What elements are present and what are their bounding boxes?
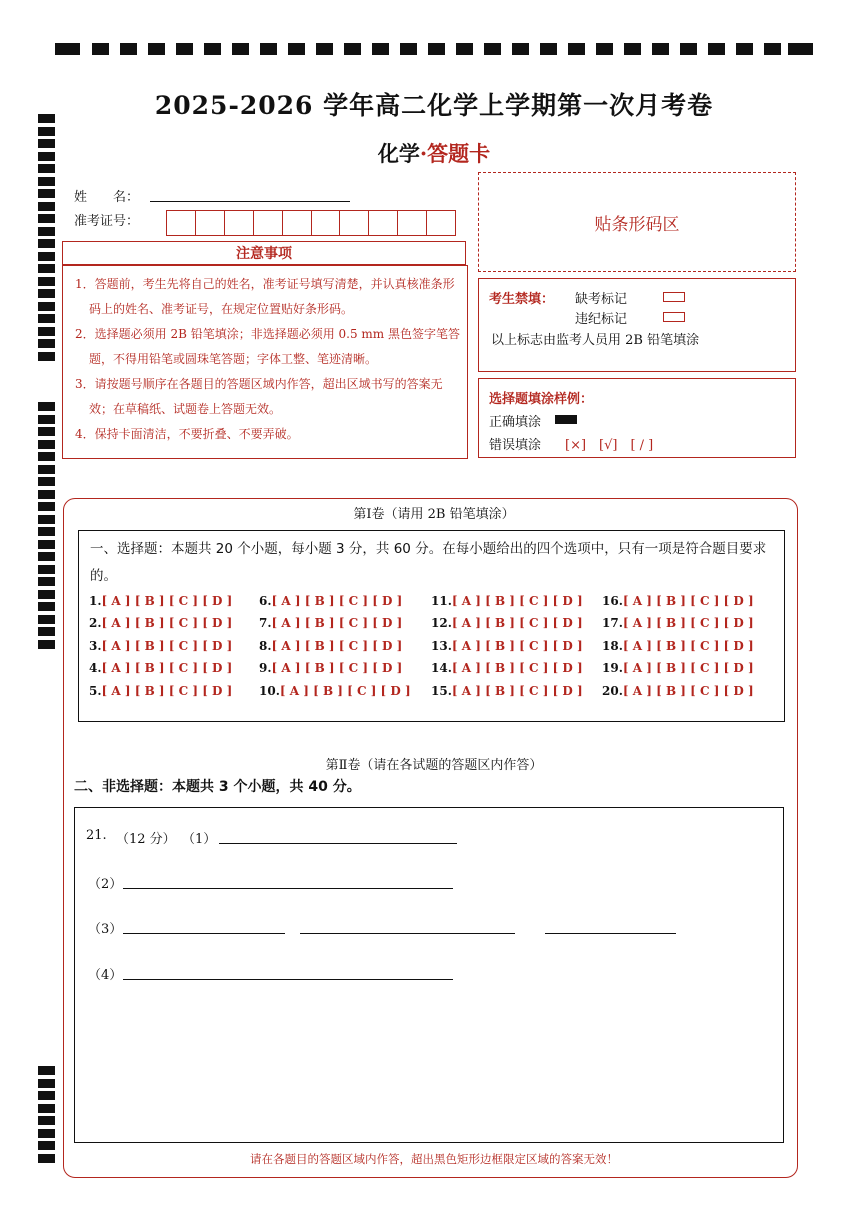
choice-question-13[interactable] xyxy=(431,639,583,653)
timing-mark xyxy=(38,640,55,649)
choice-options[interactable]: [ A ] [ B ] [ C ] [ D ] xyxy=(271,639,403,653)
timing-mark xyxy=(38,452,55,461)
timing-mark xyxy=(38,590,55,599)
choice-options[interactable]: [ A ] [ B ] [ C ] [ D ] xyxy=(271,661,403,675)
timing-mark xyxy=(512,43,529,55)
timing-mark xyxy=(736,43,753,55)
choice-options[interactable]: [ A ] [ B ] [ C ] [ D ] xyxy=(622,616,754,630)
choice-question-7[interactable] xyxy=(259,616,402,630)
choice-question-8[interactable] xyxy=(259,639,402,653)
timing-mark xyxy=(120,43,137,55)
timing-mark xyxy=(38,177,55,186)
choice-options[interactable]: [ A ] [ B ] [ C ] [ D ] xyxy=(451,661,583,675)
notice-list xyxy=(62,265,468,459)
timing-mark xyxy=(568,43,585,55)
fill-sample-title: 选择题填涂样例： xyxy=(489,392,594,407)
timing-mark xyxy=(38,440,55,449)
choice-question-19[interactable] xyxy=(602,661,754,675)
timing-mark xyxy=(38,214,55,223)
q21-part4-label: （4） xyxy=(88,968,123,983)
timing-mark xyxy=(38,239,55,248)
choice-options[interactable]: [ A ] [ B ] [ C ] [ D ] xyxy=(622,661,754,675)
q21-part2-line[interactable] xyxy=(123,887,453,889)
timing-mark xyxy=(38,477,55,486)
timing-mark xyxy=(38,314,55,323)
choice-options[interactable]: [ A ] [ B ] [ C ] [ D ] xyxy=(451,616,583,630)
timing-mark xyxy=(38,127,55,136)
timing-mark xyxy=(38,252,55,261)
timing-mark xyxy=(204,43,221,55)
exam-id-label: 准考证号： xyxy=(74,214,140,229)
choice-question-number: 12. xyxy=(431,616,452,630)
choice-options[interactable]: [ A ] [ B ] [ C ] [ D ] xyxy=(271,616,403,630)
violation-mark-label: 违纪标记 xyxy=(575,312,628,327)
part2-title: 第Ⅱ卷（请在各试题的答题区内作答） xyxy=(325,758,543,773)
choice-options[interactable]: [ A ] [ B ] [ C ] [ D ] xyxy=(451,684,583,698)
timing-mark xyxy=(428,43,445,55)
exam-title: 2025-2026 学年高二化学上学期第一次月考卷 xyxy=(154,91,714,120)
timing-mark xyxy=(624,43,641,55)
q21-part1-line[interactable] xyxy=(219,842,457,844)
name-field[interactable] xyxy=(150,200,350,202)
choice-question-number: 17. xyxy=(602,616,623,630)
timing-mark xyxy=(38,227,55,236)
absent-mark-box[interactable] xyxy=(663,292,685,302)
timing-mark xyxy=(38,1066,55,1075)
exam-id-boxes[interactable] xyxy=(166,210,456,236)
timing-mark xyxy=(38,427,55,436)
q21-part3-label: （3） xyxy=(88,922,123,937)
timing-mark xyxy=(38,189,55,198)
timing-mark xyxy=(232,43,249,55)
choice-question-number: 16. xyxy=(602,594,623,608)
timing-mark xyxy=(38,527,55,536)
timing-mark xyxy=(38,540,55,549)
card-subtitle xyxy=(0,138,868,168)
choice-question-number: 2. xyxy=(89,616,102,630)
timing-mark xyxy=(344,43,361,55)
choice-options[interactable]: [ A ] [ B ] [ C ] [ D ] xyxy=(451,639,583,653)
q21-part3-line-b[interactable] xyxy=(300,932,515,934)
timing-mark xyxy=(38,1129,55,1138)
correct-fill-sample xyxy=(555,415,577,424)
timing-mark xyxy=(148,43,165,55)
timing-mark xyxy=(260,43,277,55)
timing-mark xyxy=(288,43,305,55)
notice-item: 4．保持卡面清洁，不要折叠、不要弄破。 xyxy=(75,427,299,441)
choice-question-15[interactable] xyxy=(431,684,583,698)
choice-question-number: 5. xyxy=(89,684,102,698)
choice-options[interactable]: [ A ] [ B ] [ C ] [ D ] xyxy=(101,661,233,675)
timing-mark xyxy=(708,43,725,55)
choice-question-2[interactable] xyxy=(89,616,232,630)
choice-question-18[interactable] xyxy=(602,639,754,653)
subject-label: 化学 xyxy=(377,141,420,166)
timing-mark xyxy=(38,490,55,499)
timing-mark xyxy=(38,552,55,561)
timing-mark xyxy=(38,465,55,474)
choice-options[interactable]: [ A ] [ B ] [ C ] [ D ] xyxy=(622,639,754,653)
timing-mark xyxy=(38,289,55,298)
choice-question-number: 7. xyxy=(259,616,272,630)
timing-mark xyxy=(38,302,55,311)
choice-question-number: 10. xyxy=(259,684,280,698)
part1-title: 第Ⅰ卷（请用 2B 铅笔填涂） xyxy=(353,507,515,522)
forbidden-note: 以上标志由监考人员用 2B 铅笔填涂 xyxy=(491,333,700,348)
timing-mark xyxy=(176,43,193,55)
timing-mark xyxy=(38,402,55,411)
timing-mark xyxy=(38,615,55,624)
timing-mark xyxy=(38,1091,55,1100)
choice-question-number: 6. xyxy=(259,594,272,608)
fill-sample-box xyxy=(478,378,796,458)
choice-question-4[interactable] xyxy=(89,661,232,675)
q21-number: 21. xyxy=(86,828,107,843)
timing-mark xyxy=(372,43,389,55)
timing-mark xyxy=(316,43,333,55)
q21-part4-line[interactable] xyxy=(123,978,453,980)
choice-question-6[interactable] xyxy=(259,594,402,608)
choice-question-number: 9. xyxy=(259,661,272,675)
timing-mark xyxy=(540,43,557,55)
choice-options[interactable]: [ A ] [ B ] [ C ] [ D ] xyxy=(271,594,403,608)
choice-options[interactable]: [ A ] [ B ] [ C ] [ D ] xyxy=(101,616,233,630)
timing-mark xyxy=(38,627,55,636)
choice-options[interactable]: [ A ] [ B ] [ C ] [ D ] xyxy=(101,639,233,653)
timing-mark xyxy=(38,1141,55,1150)
choice-options[interactable]: [ A ] [ B ] [ C ] [ D ] xyxy=(622,684,754,698)
choice-question-12[interactable] xyxy=(431,616,583,630)
q21-part2-label: （2） xyxy=(88,877,123,892)
choice-options[interactable]: [ A ] [ B ] [ C ] [ D ] xyxy=(622,594,754,608)
timing-mark xyxy=(788,43,813,55)
timing-mark xyxy=(38,277,55,286)
q21-part3-line-a[interactable] xyxy=(123,932,285,934)
choice-question-number: 1. xyxy=(89,594,102,608)
footer-warning: 请在各题目的答题区域内作答，超出黑色矩形边框限定区域的答案无效！ xyxy=(250,1152,618,1166)
q21-score: （12 分） xyxy=(116,832,176,847)
timing-mark xyxy=(400,43,417,55)
part2-intro: 二、非选择题：本题共 3 个小题，共 40 分。 xyxy=(74,779,361,795)
timing-mark xyxy=(38,1104,55,1113)
choice-question-11[interactable] xyxy=(431,594,583,608)
choice-options[interactable]: [ A ] [ B ] [ C ] [ D ] xyxy=(101,684,233,698)
timing-mark xyxy=(38,339,55,348)
part1-intro: 一、选择题：本题共 20 个小题，每小题 3 分，共 60 分。在每小题给出的四个选项中，只有一项是符合题目要求的。 xyxy=(90,541,767,584)
choice-question-number: 3. xyxy=(89,639,102,653)
timing-mark xyxy=(38,264,55,273)
timing-mark xyxy=(38,415,55,424)
absent-mark-label: 缺考标记 xyxy=(575,292,628,307)
choice-question-number: 13. xyxy=(431,639,452,653)
wrong-fill-samples: [×] [√] [ / ] xyxy=(565,438,654,453)
choice-question-3[interactable] xyxy=(89,639,232,653)
choice-question-1[interactable] xyxy=(89,594,232,608)
forbidden-label: 考生禁填： xyxy=(489,292,555,307)
answer-box-21 xyxy=(74,807,784,1143)
answer-card-label: 答题卡 xyxy=(427,141,491,166)
choice-question-number: 15. xyxy=(431,684,452,698)
timing-mark xyxy=(92,43,109,55)
choice-question-number: 11. xyxy=(431,594,452,608)
choice-question-14[interactable] xyxy=(431,661,583,675)
timing-mark xyxy=(38,577,55,586)
timing-mark xyxy=(38,327,55,336)
choice-question-number: 20. xyxy=(602,684,623,698)
q21-part1-label: （1） xyxy=(182,832,217,847)
choice-question-number: 18. xyxy=(602,639,623,653)
timing-mark xyxy=(596,43,613,55)
notice-item: 3．请按题号顺序在各题目的答题区域内作答，超出区域书写的答案无效；在草稿纸、试题卷上答题无效。 xyxy=(75,377,443,416)
timing-mark xyxy=(38,565,55,574)
choice-question-number: 19. xyxy=(602,661,623,675)
timing-mark xyxy=(764,43,781,55)
timing-mark xyxy=(38,202,55,211)
notice-title: 注意事项 xyxy=(62,241,466,265)
forbidden-box xyxy=(478,278,796,372)
correct-fill-label: 正确填涂 xyxy=(489,415,542,430)
subtitle-dot: · xyxy=(419,141,428,166)
choice-question-number: 14. xyxy=(431,661,452,675)
wrong-fill-label: 错误填涂 xyxy=(489,438,542,453)
timing-mark xyxy=(484,43,501,55)
q21-part3-line-c[interactable] xyxy=(545,932,676,934)
timing-mark xyxy=(38,602,55,611)
choice-options[interactable]: [ A ] [ B ] [ C ] [ D ] xyxy=(451,594,583,608)
violation-mark-box[interactable] xyxy=(663,312,685,322)
notice-item: 2．选择题必须用 2B 铅笔填涂；非选择题必须用 0.5 mm 黑色签字笔答题，不得用铅笔或圆珠笔答题；字体工整、笔迹清晰。 xyxy=(75,327,461,366)
choice-question-9[interactable] xyxy=(259,661,402,675)
choice-options[interactable]: [ A ] [ B ] [ C ] [ D ] xyxy=(101,594,233,608)
timing-mark xyxy=(38,352,55,361)
barcode-area[interactable]: 贴条形码区 xyxy=(478,172,796,272)
timing-mark xyxy=(456,43,473,55)
notice-item: 1．答题前，考生先将自己的姓名，准考证号填写清楚，并认真核准条形码上的姓名、准考证号，在规定位置贴好条形码。 xyxy=(75,277,455,316)
choice-question-20[interactable] xyxy=(602,684,754,698)
timing-mark xyxy=(55,43,80,55)
choice-options[interactable]: [ A ] [ B ] [ C ] [ D ] xyxy=(279,684,411,698)
choice-question-5[interactable] xyxy=(89,684,232,698)
timing-mark xyxy=(680,43,697,55)
timing-mark xyxy=(38,1116,55,1125)
name-label: 姓 名： xyxy=(74,190,140,205)
timing-mark xyxy=(652,43,669,55)
choice-question-16[interactable] xyxy=(602,594,754,608)
choice-question-number: 8. xyxy=(259,639,272,653)
choice-question-number: 4. xyxy=(89,661,102,675)
choice-question-17[interactable] xyxy=(602,616,754,630)
choice-question-10[interactable] xyxy=(259,684,411,698)
timing-mark xyxy=(38,1079,55,1088)
